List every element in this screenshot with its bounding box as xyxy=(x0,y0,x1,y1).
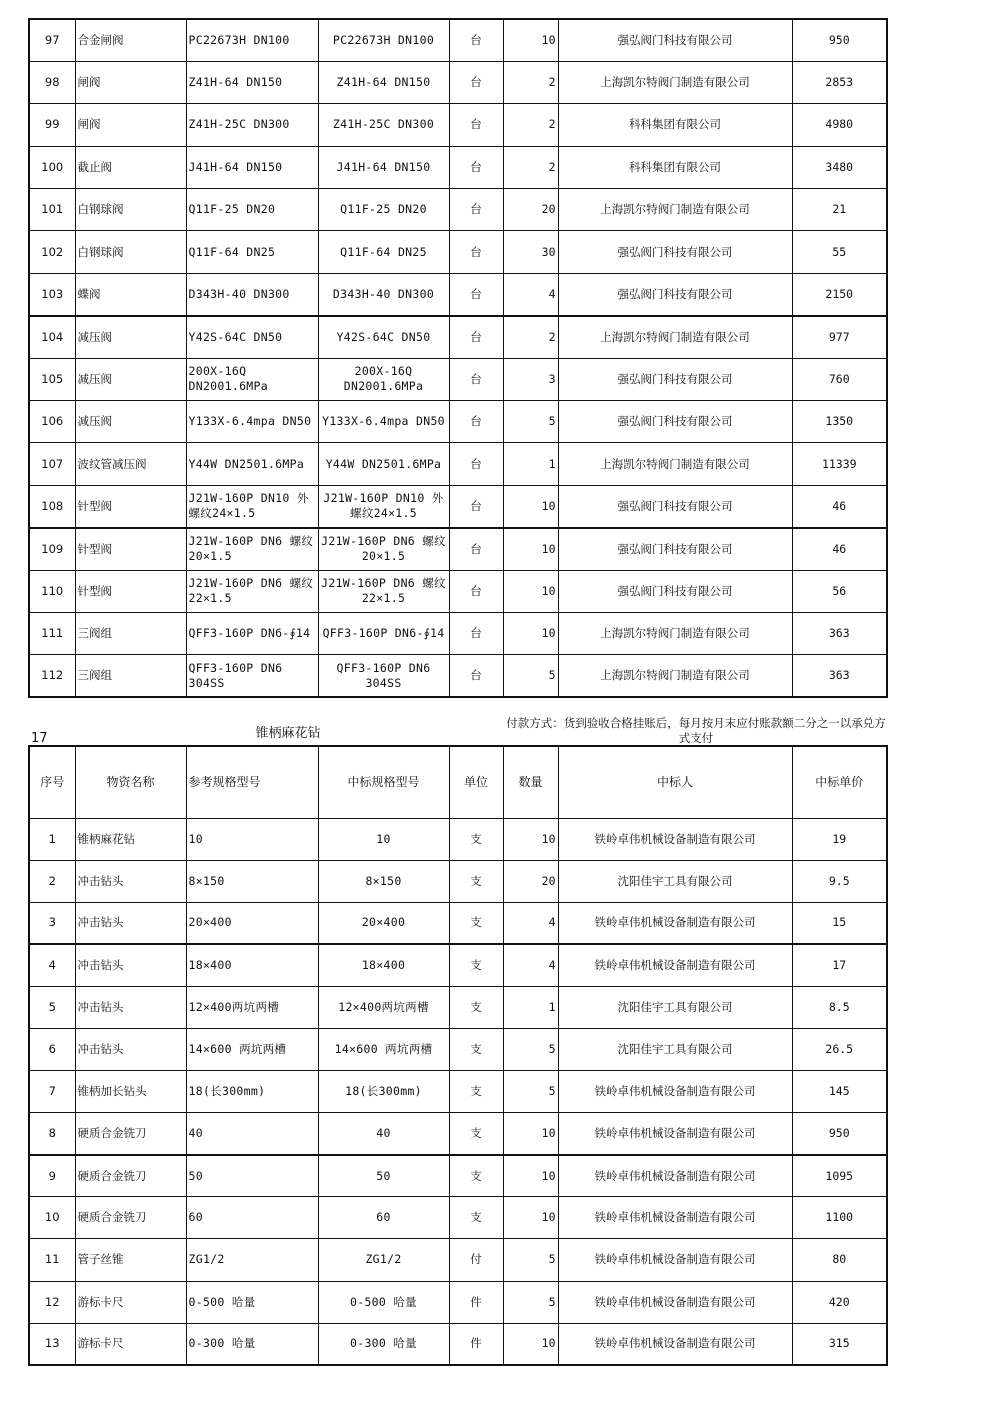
unit-price-cell: 80 xyxy=(792,1239,887,1281)
table-row xyxy=(29,19,887,61)
reference-spec-cell: Q11F-25 DN20 xyxy=(186,189,318,231)
header-bid-spec: 中标规格型号 xyxy=(318,746,449,818)
table-row xyxy=(29,1155,887,1197)
unit-price-cell: 26.5 xyxy=(792,1028,887,1070)
drill-table xyxy=(28,745,888,1366)
bid-spec-cell: Q11F-25 DN20 xyxy=(318,189,449,231)
winning-bidder-cell: 铁岭卓伟机械设备制造有限公司 xyxy=(558,902,792,944)
row-number-cell: 101 xyxy=(29,189,75,231)
reference-spec-cell: 0-500 哈量 xyxy=(186,1281,318,1323)
header-vendor: 中标人 xyxy=(558,746,792,818)
quantity-cell: 2 xyxy=(503,61,558,103)
winning-bidder-cell: 铁岭卓伟机械设备制造有限公司 xyxy=(558,1197,792,1239)
winning-bidder-cell: 铁岭卓伟机械设备制造有限公司 xyxy=(558,1281,792,1323)
table-row xyxy=(29,273,887,315)
row-number-cell: 4 xyxy=(29,944,75,986)
quantity-cell: 5 xyxy=(503,1281,558,1323)
quantity-cell: 10 xyxy=(503,570,558,612)
unit-price-cell: 3480 xyxy=(792,146,887,188)
bid-spec-cell: Y42S-64C DN50 xyxy=(318,316,449,358)
unit-price-cell: 1100 xyxy=(792,1197,887,1239)
item-name-cell: 冲击钻头 xyxy=(75,944,186,986)
quantity-cell: 4 xyxy=(503,273,558,315)
table-row xyxy=(29,1028,887,1070)
reference-spec-cell: PC22673H DN100 xyxy=(186,19,318,61)
reference-spec-cell: 8×150 xyxy=(186,860,318,902)
item-name-cell: 蝶阀 xyxy=(75,273,186,315)
table-row xyxy=(29,401,887,443)
drill-table-header-row xyxy=(29,746,887,818)
item-name-cell: 白钢球阀 xyxy=(75,231,186,273)
unit-price-cell: 46 xyxy=(792,528,887,570)
winning-bidder-cell: 强弘阀门科技有限公司 xyxy=(558,273,792,315)
quantity-cell: 30 xyxy=(503,231,558,273)
unit-cell: 台 xyxy=(449,19,503,61)
row-number-cell: 1 xyxy=(29,818,75,860)
table-row xyxy=(29,612,887,654)
unit-price-cell: 420 xyxy=(792,1281,887,1323)
quantity-cell: 20 xyxy=(503,189,558,231)
row-number-cell: 100 xyxy=(29,146,75,188)
quantity-cell: 4 xyxy=(503,902,558,944)
table-row xyxy=(29,104,887,146)
row-number-cell: 103 xyxy=(29,273,75,315)
section-title: 锥柄麻花钻 xyxy=(255,726,321,741)
bid-spec-cell: 14×600 两坑两槽 xyxy=(318,1028,449,1070)
bid-spec-cell: J21W-160P DN6 螺纹20×1.5 xyxy=(318,528,449,570)
bid-spec-cell: 10 xyxy=(318,818,449,860)
reference-spec-cell: 20×400 xyxy=(186,902,318,944)
reference-spec-cell: J21W-160P DN6 螺纹22×1.5 xyxy=(186,570,318,612)
quantity-cell: 3 xyxy=(503,358,558,400)
winning-bidder-cell: 科科集团有限公司 xyxy=(558,146,792,188)
unit-price-cell: 1095 xyxy=(792,1155,887,1197)
unit-cell: 台 xyxy=(449,443,503,485)
item-name-cell: 针型阀 xyxy=(75,570,186,612)
unit-price-cell: 21 xyxy=(792,189,887,231)
unit-cell: 支 xyxy=(449,1028,503,1070)
row-number-cell: 102 xyxy=(29,231,75,273)
row-number-cell: 3 xyxy=(29,902,75,944)
quantity-cell: 5 xyxy=(503,1071,558,1113)
reference-spec-cell: 200X-16Q DN2001.6MPa xyxy=(186,358,318,400)
row-number-cell: 12 xyxy=(29,1281,75,1323)
table-row xyxy=(29,1323,887,1365)
winning-bidder-cell: 铁岭卓伟机械设备制造有限公司 xyxy=(558,1113,792,1155)
reference-spec-cell: QFF3-160P DN6 304SS xyxy=(186,655,318,697)
unit-cell: 台 xyxy=(449,61,503,103)
quantity-cell: 1 xyxy=(503,986,558,1028)
unit-cell: 台 xyxy=(449,528,503,570)
row-number-cell: 108 xyxy=(29,485,75,527)
table-row xyxy=(29,485,887,527)
quantity-cell: 10 xyxy=(503,485,558,527)
item-name-cell: 锥柄麻花钻 xyxy=(75,818,186,860)
bid-spec-cell: J41H-64 DN150 xyxy=(318,146,449,188)
row-number-cell: 11 xyxy=(29,1239,75,1281)
reference-spec-cell: Y42S-64C DN50 xyxy=(186,316,318,358)
winning-bidder-cell: 强弘阀门科技有限公司 xyxy=(558,358,792,400)
quantity-cell: 4 xyxy=(503,944,558,986)
table-row xyxy=(29,818,887,860)
item-name-cell: 硬质合金铣刀 xyxy=(75,1197,186,1239)
winning-bidder-cell: 沈阳佳宇工具有限公司 xyxy=(558,986,792,1028)
item-name-cell: 冲击钻头 xyxy=(75,902,186,944)
bid-spec-cell: 0-500 哈量 xyxy=(318,1281,449,1323)
unit-cell: 台 xyxy=(449,358,503,400)
item-name-cell: 波纹管减压阀 xyxy=(75,443,186,485)
quantity-cell: 10 xyxy=(503,1323,558,1365)
table-row xyxy=(29,146,887,188)
item-name-cell: 三阀组 xyxy=(75,655,186,697)
quantity-cell: 10 xyxy=(503,1197,558,1239)
reference-spec-cell: Z41H-64 DN150 xyxy=(186,61,318,103)
reference-spec-cell: 18(长300mm) xyxy=(186,1071,318,1113)
bid-spec-cell: Q11F-64 DN25 xyxy=(318,231,449,273)
item-name-cell: 游标卡尺 xyxy=(75,1281,186,1323)
row-number-cell: 107 xyxy=(29,443,75,485)
bid-spec-cell: 18×400 xyxy=(318,944,449,986)
winning-bidder-cell: 沈阳佳宇工具有限公司 xyxy=(558,860,792,902)
reference-spec-cell: 60 xyxy=(186,1197,318,1239)
item-name-cell: 减压阀 xyxy=(75,316,186,358)
table-row xyxy=(29,231,887,273)
reference-spec-cell: J41H-64 DN150 xyxy=(186,146,318,188)
reference-spec-cell: QFF3-160P DN6-∮14 xyxy=(186,612,318,654)
item-name-cell: 减压阀 xyxy=(75,401,186,443)
bid-spec-cell: 40 xyxy=(318,1113,449,1155)
item-name-cell: 管子丝锥 xyxy=(75,1239,186,1281)
unit-cell: 支 xyxy=(449,1197,503,1239)
reference-spec-cell: Q11F-64 DN25 xyxy=(186,231,318,273)
table-row xyxy=(29,1071,887,1113)
unit-cell: 台 xyxy=(449,485,503,527)
bid-spec-cell: ZG1/2 xyxy=(318,1239,449,1281)
unit-cell: 支 xyxy=(449,1071,503,1113)
table-row xyxy=(29,189,887,231)
row-number-cell: 13 xyxy=(29,1323,75,1365)
row-number-cell: 8 xyxy=(29,1113,75,1155)
table-row xyxy=(29,528,887,570)
winning-bidder-cell: 强弘阀门科技有限公司 xyxy=(558,528,792,570)
bid-spec-cell: QFF3-160P DN6-∮14 xyxy=(318,612,449,654)
header-ref-spec: 参考规格型号 xyxy=(186,746,318,818)
header-price: 中标单价 xyxy=(792,746,887,818)
bid-spec-cell: J21W-160P DN6 螺纹22×1.5 xyxy=(318,570,449,612)
table-row xyxy=(29,61,887,103)
winning-bidder-cell: 上海凯尔特阀门制造有限公司 xyxy=(558,61,792,103)
unit-price-cell: 4980 xyxy=(792,104,887,146)
item-name-cell: 减压阀 xyxy=(75,358,186,400)
unit-cell: 台 xyxy=(449,316,503,358)
row-number-cell: 2 xyxy=(29,860,75,902)
reference-spec-cell: 18×400 xyxy=(186,944,318,986)
bid-spec-cell: Z41H-64 DN150 xyxy=(318,61,449,103)
winning-bidder-cell: 上海凯尔特阀门制造有限公司 xyxy=(558,612,792,654)
valve-table xyxy=(28,18,888,698)
winning-bidder-cell: 沈阳佳宇工具有限公司 xyxy=(558,1028,792,1070)
table-row xyxy=(29,655,887,697)
unit-price-cell: 2853 xyxy=(792,61,887,103)
table-row xyxy=(29,443,887,485)
row-number-cell: 106 xyxy=(29,401,75,443)
unit-cell: 台 xyxy=(449,401,503,443)
bid-spec-cell: 0-300 哈量 xyxy=(318,1323,449,1365)
header-unit: 单位 xyxy=(449,746,503,818)
winning-bidder-cell: 科科集团有限公司 xyxy=(558,104,792,146)
unit-cell: 台 xyxy=(449,273,503,315)
unit-price-cell: 363 xyxy=(792,612,887,654)
table-row xyxy=(29,944,887,986)
bid-spec-cell: 12×400两坑两槽 xyxy=(318,986,449,1028)
quantity-cell: 10 xyxy=(503,1113,558,1155)
table-row xyxy=(29,902,887,944)
table-row xyxy=(29,860,887,902)
winning-bidder-cell: 上海凯尔特阀门制造有限公司 xyxy=(558,189,792,231)
unit-price-cell: 55 xyxy=(792,231,887,273)
row-number-cell: 10 xyxy=(29,1197,75,1239)
row-number-cell: 7 xyxy=(29,1071,75,1113)
item-name-cell: 三阀组 xyxy=(75,612,186,654)
reference-spec-cell: Z41H-25C DN300 xyxy=(186,104,318,146)
item-name-cell: 白钢球阀 xyxy=(75,189,186,231)
unit-price-cell: 9.5 xyxy=(792,860,887,902)
item-name-cell: 冲击钻头 xyxy=(75,860,186,902)
reference-spec-cell: 0-300 哈量 xyxy=(186,1323,318,1365)
unit-price-cell: 8.5 xyxy=(792,986,887,1028)
unit-price-cell: 56 xyxy=(792,570,887,612)
unit-cell: 台 xyxy=(449,146,503,188)
quantity-cell: 10 xyxy=(503,818,558,860)
winning-bidder-cell: 强弘阀门科技有限公司 xyxy=(558,401,792,443)
reference-spec-cell: 40 xyxy=(186,1113,318,1155)
quantity-cell: 2 xyxy=(503,316,558,358)
reference-spec-cell: ZG1/2 xyxy=(186,1239,318,1281)
bid-spec-cell: 200X-16Q DN2001.6MPa xyxy=(318,358,449,400)
unit-cell: 台 xyxy=(449,655,503,697)
unit-cell: 件 xyxy=(449,1323,503,1365)
unit-price-cell: 11339 xyxy=(792,443,887,485)
quantity-cell: 5 xyxy=(503,1239,558,1281)
row-number-cell: 5 xyxy=(29,986,75,1028)
table-row xyxy=(29,570,887,612)
unit-cell: 台 xyxy=(449,104,503,146)
winning-bidder-cell: 铁岭卓伟机械设备制造有限公司 xyxy=(558,1239,792,1281)
winning-bidder-cell: 上海凯尔特阀门制造有限公司 xyxy=(558,316,792,358)
bid-spec-cell: 60 xyxy=(318,1197,449,1239)
unit-price-cell: 2150 xyxy=(792,273,887,315)
item-name-cell: 合金闸阀 xyxy=(75,19,186,61)
winning-bidder-cell: 铁岭卓伟机械设备制造有限公司 xyxy=(558,944,792,986)
winning-bidder-cell: 铁岭卓伟机械设备制造有限公司 xyxy=(558,1323,792,1365)
winning-bidder-cell: 强弘阀门科技有限公司 xyxy=(558,231,792,273)
reference-spec-cell: 10 xyxy=(186,818,318,860)
unit-price-cell: 363 xyxy=(792,655,887,697)
unit-cell: 件 xyxy=(449,1281,503,1323)
bid-spec-cell: D343H-40 DN300 xyxy=(318,273,449,315)
payment-terms-note: 付款方式：货到验收合格挂账后，每月按月末应付账款额二分之一以承兑方式支付 xyxy=(506,716,886,745)
unit-price-cell: 19 xyxy=(792,818,887,860)
row-number-cell: 111 xyxy=(29,612,75,654)
unit-cell: 付 xyxy=(449,1239,503,1281)
row-number-cell: 104 xyxy=(29,316,75,358)
unit-price-cell: 315 xyxy=(792,1323,887,1365)
unit-price-cell: 950 xyxy=(792,19,887,61)
table-row xyxy=(29,1197,887,1239)
reference-spec-cell: 12×400两坑两槽 xyxy=(186,986,318,1028)
bid-spec-cell: J21W-160P DN10 外螺纹24×1.5 xyxy=(318,485,449,527)
item-name-cell: 针型阀 xyxy=(75,485,186,527)
winning-bidder-cell: 强弘阀门科技有限公司 xyxy=(558,570,792,612)
unit-cell: 台 xyxy=(449,189,503,231)
bid-spec-cell: 20×400 xyxy=(318,902,449,944)
quantity-cell: 10 xyxy=(503,612,558,654)
quantity-cell: 5 xyxy=(503,401,558,443)
bid-spec-cell: 50 xyxy=(318,1155,449,1197)
table-row xyxy=(29,1281,887,1323)
winning-bidder-cell: 强弘阀门科技有限公司 xyxy=(558,485,792,527)
drill-table-body xyxy=(29,818,887,1365)
quantity-cell: 2 xyxy=(503,146,558,188)
table-row xyxy=(29,986,887,1028)
unit-price-cell: 145 xyxy=(792,1071,887,1113)
winning-bidder-cell: 上海凯尔特阀门制造有限公司 xyxy=(558,655,792,697)
unit-cell: 台 xyxy=(449,231,503,273)
unit-price-cell: 760 xyxy=(792,358,887,400)
unit-price-cell: 977 xyxy=(792,316,887,358)
item-name-cell: 硬质合金铣刀 xyxy=(75,1113,186,1155)
reference-spec-cell: J21W-160P DN10 外螺纹24×1.5 xyxy=(186,485,318,527)
bid-spec-cell: 8×150 xyxy=(318,860,449,902)
reference-spec-cell: 50 xyxy=(186,1155,318,1197)
item-name-cell: 冲击钻头 xyxy=(75,1028,186,1070)
unit-cell: 支 xyxy=(449,902,503,944)
row-number-cell: 112 xyxy=(29,655,75,697)
quantity-cell: 10 xyxy=(503,1155,558,1197)
unit-cell: 台 xyxy=(449,570,503,612)
quantity-cell: 1 xyxy=(503,443,558,485)
row-number-cell: 105 xyxy=(29,358,75,400)
item-name-cell: 锥柄加长钻头 xyxy=(75,1071,186,1113)
item-name-cell: 针型阀 xyxy=(75,528,186,570)
quantity-cell: 10 xyxy=(503,19,558,61)
bid-spec-cell: Y44W DN2501.6MPa xyxy=(318,443,449,485)
bid-spec-cell: 18(长300mm) xyxy=(318,1071,449,1113)
item-name-cell: 闸阀 xyxy=(75,61,186,103)
row-number-cell: 9 xyxy=(29,1155,75,1197)
unit-cell: 支 xyxy=(449,1113,503,1155)
table-row xyxy=(29,1239,887,1281)
winning-bidder-cell: 强弘阀门科技有限公司 xyxy=(558,19,792,61)
winning-bidder-cell: 铁岭卓伟机械设备制造有限公司 xyxy=(558,1155,792,1197)
quantity-cell: 20 xyxy=(503,860,558,902)
unit-cell: 支 xyxy=(449,860,503,902)
unit-cell: 支 xyxy=(449,818,503,860)
unit-price-cell: 46 xyxy=(792,485,887,527)
valve-table-body xyxy=(29,19,887,697)
table-row xyxy=(29,358,887,400)
header-qty: 数量 xyxy=(503,746,558,818)
reference-spec-cell: 14×600 两坑两槽 xyxy=(186,1028,318,1070)
item-name-cell: 硬质合金铣刀 xyxy=(75,1155,186,1197)
unit-price-cell: 1350 xyxy=(792,401,887,443)
item-name-cell: 冲击钻头 xyxy=(75,986,186,1028)
unit-cell: 支 xyxy=(449,986,503,1028)
table-row xyxy=(29,1113,887,1155)
quantity-cell: 10 xyxy=(503,528,558,570)
unit-price-cell: 15 xyxy=(792,902,887,944)
bid-spec-cell: Y133X-6.4mpa DN50 xyxy=(318,401,449,443)
unit-cell: 台 xyxy=(449,612,503,654)
item-name-cell: 截止阀 xyxy=(75,146,186,188)
winning-bidder-cell: 铁岭卓伟机械设备制造有限公司 xyxy=(558,1071,792,1113)
item-name-cell: 闸阀 xyxy=(75,104,186,146)
section-number: 17 xyxy=(31,731,48,746)
row-number-cell: 98 xyxy=(29,61,75,103)
winning-bidder-cell: 铁岭卓伟机械设备制造有限公司 xyxy=(558,818,792,860)
reference-spec-cell: D343H-40 DN300 xyxy=(186,273,318,315)
bid-spec-cell: PC22673H DN100 xyxy=(318,19,449,61)
quantity-cell: 5 xyxy=(503,1028,558,1070)
item-name-cell: 游标卡尺 xyxy=(75,1323,186,1365)
reference-spec-cell: Y133X-6.4mpa DN50 xyxy=(186,401,318,443)
row-number-cell: 109 xyxy=(29,528,75,570)
reference-spec-cell: J21W-160P DN6 螺纹20×1.5 xyxy=(186,528,318,570)
unit-price-cell: 17 xyxy=(792,944,887,986)
winning-bidder-cell: 上海凯尔特阀门制造有限公司 xyxy=(558,443,792,485)
row-number-cell: 99 xyxy=(29,104,75,146)
reference-spec-cell: Y44W DN2501.6MPa xyxy=(186,443,318,485)
row-number-cell: 6 xyxy=(29,1028,75,1070)
table-row xyxy=(29,316,887,358)
unit-cell: 支 xyxy=(449,944,503,986)
header-no: 序号 xyxy=(29,746,75,818)
row-number-cell: 110 xyxy=(29,570,75,612)
quantity-cell: 2 xyxy=(503,104,558,146)
row-number-cell: 97 xyxy=(29,19,75,61)
bid-spec-cell: Z41H-25C DN300 xyxy=(318,104,449,146)
quantity-cell: 5 xyxy=(503,655,558,697)
bid-spec-cell: QFF3-160P DN6 304SS xyxy=(318,655,449,697)
unit-price-cell: 950 xyxy=(792,1113,887,1155)
unit-cell: 支 xyxy=(449,1155,503,1197)
header-name: 物资名称 xyxy=(75,746,186,818)
